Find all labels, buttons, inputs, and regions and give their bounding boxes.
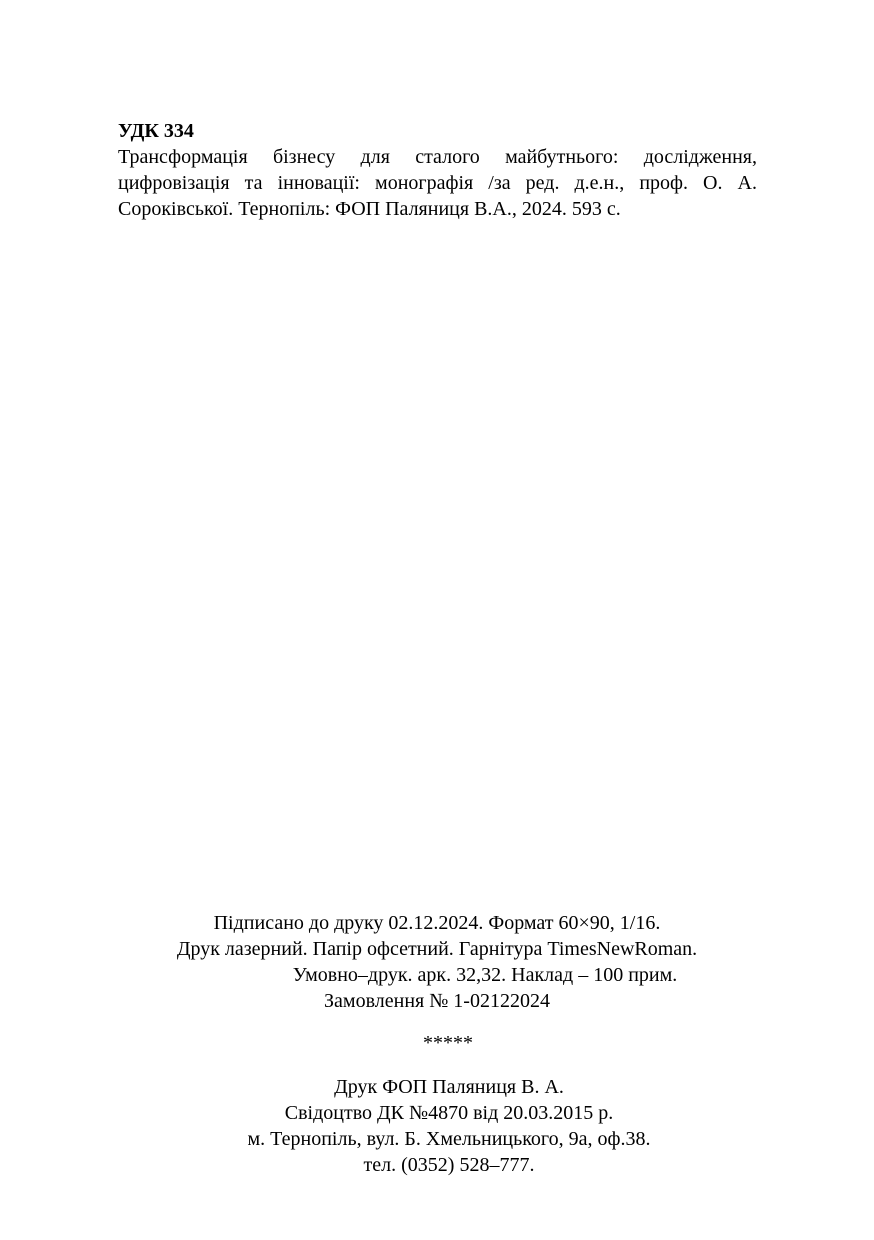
imprint-line-signed: Підписано до друку 02.12.2024. Формат 60×90, 1/16. xyxy=(213,912,661,934)
printer-details xyxy=(0,1074,874,1178)
imprint-line-sheets: Умовно–друк. арк. 32,32. Наклад – 100 прим. xyxy=(292,964,678,986)
separator-stars: ***** xyxy=(423,1032,473,1054)
bibliographic-header xyxy=(118,118,757,222)
printer-name: Друк ФОП Паляниця В. А. xyxy=(334,1076,564,1098)
imprint-line-order: Замовлення № 1-02122024 xyxy=(324,990,550,1012)
udk-code: УДК 334 xyxy=(118,120,194,142)
separator-block xyxy=(0,1030,874,1056)
printer-address: м. Тернопіль, вул. Б. Хмельницького, 9а, оф.38. xyxy=(247,1128,651,1150)
imprint-line-print-type: Друк лазерний. Папір офсетний. Гарнітура TimesNewRoman. xyxy=(176,938,698,960)
bibliographic-entry: Трансформація бізнесу для сталого майбутнього: дослідження, цифровізація та інновації: монографія /за ред. д.е.н., проф. О. А. Сороківської. Тернопіль: ФОП Паляниця В.А., 2024. 593 с. xyxy=(118,146,757,220)
printer-certificate: Свідоцтво ДК №4870 від 20.03.2015 р. xyxy=(284,1102,614,1124)
imprint-details xyxy=(0,910,874,1014)
printer-phone: тел. (0352) 528–777. xyxy=(363,1154,535,1176)
